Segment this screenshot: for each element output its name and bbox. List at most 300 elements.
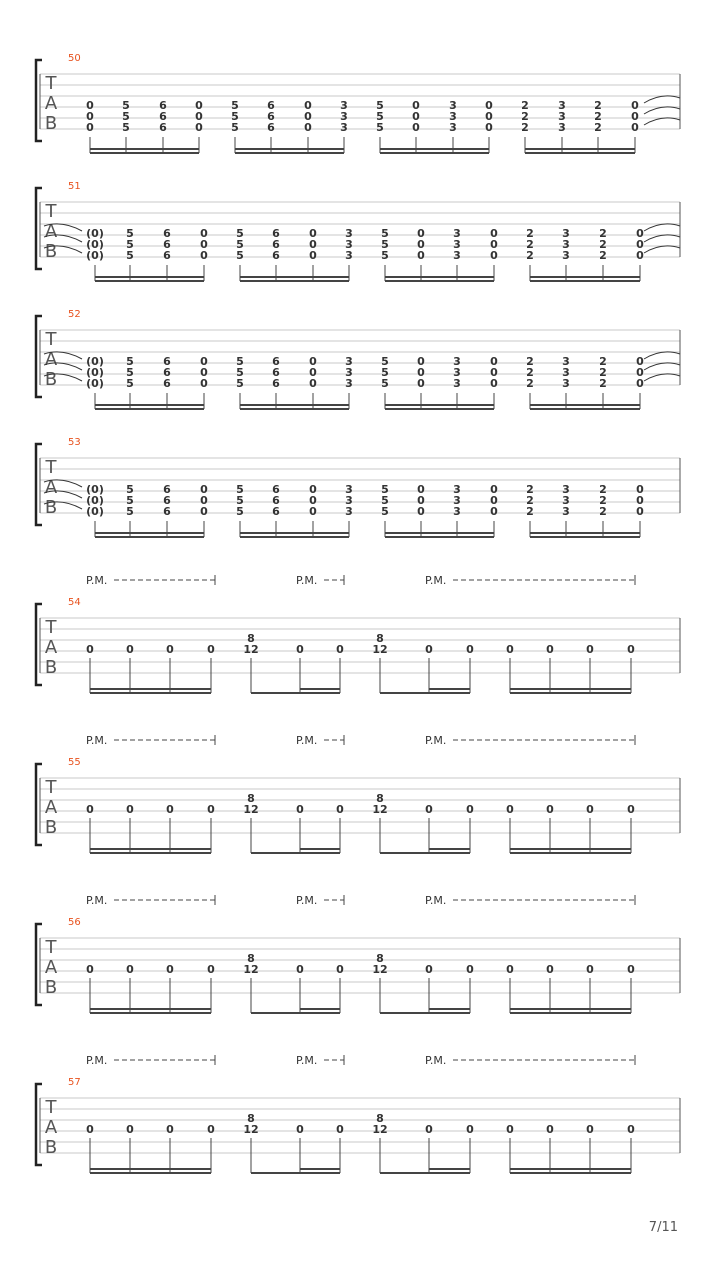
tab-clef-letter: B xyxy=(44,817,58,838)
fret-number: 3 xyxy=(453,505,461,518)
fret-number: 5 xyxy=(126,366,134,379)
fret-number: 6 xyxy=(163,494,171,507)
fret-number: 0 xyxy=(506,803,514,816)
fret-number: 0 xyxy=(336,1123,344,1136)
tab-clef-letter: T xyxy=(45,617,57,638)
fret-number: 6 xyxy=(163,238,171,251)
fret-number: 2 xyxy=(526,505,534,518)
palm-mute-label: P.M. xyxy=(296,1054,318,1067)
fret-number: 5 xyxy=(376,121,384,134)
fret-number: 5 xyxy=(122,110,130,123)
fret-number: 3 xyxy=(558,99,566,112)
fret-number: 3 xyxy=(345,249,353,262)
fret-number: 5 xyxy=(381,238,389,251)
fret-number: 5 xyxy=(126,377,134,390)
tab-clef-letter: T xyxy=(45,457,57,478)
fret-number: 6 xyxy=(163,355,171,368)
palm-mute-label: P.M. xyxy=(296,574,318,587)
fret-number: 0 xyxy=(627,643,635,656)
tab-clef-letter: A xyxy=(44,797,58,818)
fret-number: 2 xyxy=(594,121,602,134)
fret-number: 12 xyxy=(243,643,259,656)
tie-out-arc xyxy=(644,118,680,125)
page-number: 7/11 xyxy=(648,1220,678,1235)
fret-number: 3 xyxy=(345,355,353,368)
fret-number: 5 xyxy=(381,505,389,518)
fret-number: 5 xyxy=(236,494,244,507)
fret-number: 2 xyxy=(526,483,534,496)
fret-number: 3 xyxy=(345,227,353,240)
fret-number: 0 xyxy=(466,963,474,976)
fret-number: 0 xyxy=(86,963,94,976)
fret-number: (0) xyxy=(86,505,104,518)
measure-number: 50 xyxy=(68,53,81,64)
fret-number: 0 xyxy=(309,238,317,251)
palm-mute-label: P.M. xyxy=(86,574,108,587)
measure-number: 56 xyxy=(68,917,81,928)
fret-number: 0 xyxy=(412,99,420,112)
fret-number: 0 xyxy=(417,366,425,379)
measure-number: 53 xyxy=(68,437,81,448)
tab-clef-letter: A xyxy=(44,349,58,370)
fret-number: 6 xyxy=(159,121,167,134)
fret-number: 2 xyxy=(599,494,607,507)
fret-number: 6 xyxy=(272,483,280,496)
fret-number: 2 xyxy=(526,249,534,262)
fret-number: 6 xyxy=(159,110,167,123)
fret-number: 0 xyxy=(636,249,644,262)
fret-number: 0 xyxy=(304,121,312,134)
fret-number: 6 xyxy=(272,377,280,390)
fret-number: 6 xyxy=(272,366,280,379)
fret-number: 0 xyxy=(336,963,344,976)
fret-number: 0 xyxy=(86,1123,94,1136)
fret-number: 6 xyxy=(272,355,280,368)
fret-number: 3 xyxy=(449,99,457,112)
fret-number: 8 xyxy=(247,1112,255,1125)
fret-number: 6 xyxy=(163,249,171,262)
fret-number: 6 xyxy=(272,227,280,240)
fret-number: 0 xyxy=(86,803,94,816)
fret-number: 5 xyxy=(122,121,130,134)
fret-number: 0 xyxy=(296,803,304,816)
fret-number: 6 xyxy=(163,227,171,240)
fret-number: 0 xyxy=(490,377,498,390)
fret-number: 0 xyxy=(126,1123,134,1136)
fret-number: 3 xyxy=(345,377,353,390)
tie-out-arc xyxy=(644,235,680,242)
fret-number: 3 xyxy=(345,238,353,251)
tab-clef-letter: T xyxy=(45,777,57,798)
fret-number: 3 xyxy=(453,366,461,379)
fret-number: 5 xyxy=(231,99,239,112)
fret-number: 5 xyxy=(381,483,389,496)
fret-number: 3 xyxy=(453,483,461,496)
fret-number: 0 xyxy=(631,121,639,134)
fret-number: 0 xyxy=(304,99,312,112)
fret-number: 0 xyxy=(425,803,433,816)
fret-number: 0 xyxy=(309,494,317,507)
palm-mute-label: P.M. xyxy=(425,734,447,747)
fret-number: 3 xyxy=(562,227,570,240)
fret-number: 0 xyxy=(309,505,317,518)
fret-number: 0 xyxy=(466,803,474,816)
fret-number: 0 xyxy=(417,494,425,507)
fret-number: 0 xyxy=(546,643,554,656)
fret-number: 0 xyxy=(200,483,208,496)
tie-out-arc xyxy=(644,352,680,359)
fret-number: 12 xyxy=(243,963,259,976)
fret-number: 5 xyxy=(381,355,389,368)
fret-number: 3 xyxy=(453,227,461,240)
fret-number: 0 xyxy=(627,1123,635,1136)
fret-number: 0 xyxy=(86,110,94,123)
fret-number: 0 xyxy=(490,366,498,379)
fret-number: 5 xyxy=(236,366,244,379)
measure-number: 51 xyxy=(68,181,81,192)
fret-number: 0 xyxy=(86,643,94,656)
measure-number: 57 xyxy=(68,1077,81,1088)
palm-mute-label: P.M. xyxy=(296,894,318,907)
fret-number: 3 xyxy=(562,494,570,507)
fret-number: (0) xyxy=(86,238,104,251)
fret-number: 3 xyxy=(453,377,461,390)
fret-number: 6 xyxy=(267,121,275,134)
fret-number: 0 xyxy=(485,121,493,134)
fret-number: (0) xyxy=(86,366,104,379)
tab-clef-letter: A xyxy=(44,477,58,498)
fret-number: 0 xyxy=(200,494,208,507)
fret-number: 2 xyxy=(526,238,534,251)
palm-mute-label: P.M. xyxy=(296,734,318,747)
fret-number: 0 xyxy=(166,963,174,976)
fret-number: 5 xyxy=(381,494,389,507)
fret-number: 2 xyxy=(521,121,529,134)
fret-number: 2 xyxy=(599,355,607,368)
fret-number: 0 xyxy=(506,1123,514,1136)
fret-number: 0 xyxy=(546,803,554,816)
fret-number: 5 xyxy=(126,227,134,240)
fret-number: 0 xyxy=(166,1123,174,1136)
fret-number: 0 xyxy=(309,377,317,390)
fret-number: 0 xyxy=(490,355,498,368)
fret-number: 0 xyxy=(166,803,174,816)
tab-clef-letter: B xyxy=(44,369,58,390)
fret-number: 2 xyxy=(526,355,534,368)
fret-number: 6 xyxy=(163,483,171,496)
fret-number: 0 xyxy=(417,238,425,251)
fret-number: 0 xyxy=(586,803,594,816)
fret-number: 3 xyxy=(558,110,566,123)
fret-number: 0 xyxy=(200,366,208,379)
tie-out-arc xyxy=(644,374,680,381)
tie-out-arc xyxy=(644,363,680,370)
fret-number: 0 xyxy=(296,643,304,656)
fret-number: 0 xyxy=(200,227,208,240)
fret-number: 0 xyxy=(466,1123,474,1136)
fret-number: 0 xyxy=(490,483,498,496)
tab-clef-letter: A xyxy=(44,93,58,114)
fret-number: 3 xyxy=(562,483,570,496)
fret-number: 0 xyxy=(485,99,493,112)
fret-number: 3 xyxy=(449,121,457,134)
fret-number: 0 xyxy=(490,238,498,251)
fret-number: 5 xyxy=(126,238,134,251)
fret-number: 2 xyxy=(599,227,607,240)
fret-number: 12 xyxy=(372,643,388,656)
palm-mute-label: P.M. xyxy=(425,1054,447,1067)
fret-number: 12 xyxy=(243,1123,259,1136)
fret-number: 6 xyxy=(272,238,280,251)
fret-number: 0 xyxy=(490,505,498,518)
fret-number: 5 xyxy=(236,483,244,496)
fret-number: 5 xyxy=(126,249,134,262)
fret-number: 3 xyxy=(345,366,353,379)
fret-number: 0 xyxy=(506,643,514,656)
tie-out-arc xyxy=(644,96,680,103)
fret-number: 12 xyxy=(372,1123,388,1136)
fret-number: 3 xyxy=(558,121,566,134)
fret-number: 0 xyxy=(126,963,134,976)
fret-number: 5 xyxy=(231,110,239,123)
tab-clef-letter: T xyxy=(45,1097,57,1118)
fret-number: 6 xyxy=(272,249,280,262)
fret-number: 5 xyxy=(381,249,389,262)
fret-number: (0) xyxy=(86,227,104,240)
fret-number: 0 xyxy=(425,643,433,656)
fret-number: 5 xyxy=(231,121,239,134)
tab-clef-letter: B xyxy=(44,241,58,262)
fret-number: 5 xyxy=(381,366,389,379)
fret-number: 5 xyxy=(376,99,384,112)
fret-number: (0) xyxy=(86,355,104,368)
fret-number: 0 xyxy=(200,377,208,390)
measure-number: 54 xyxy=(68,597,81,608)
fret-number: 3 xyxy=(345,505,353,518)
fret-number: 0 xyxy=(636,494,644,507)
fret-number: 12 xyxy=(243,803,259,816)
fret-number: 3 xyxy=(562,377,570,390)
fret-number: 0 xyxy=(417,227,425,240)
fret-number: 8 xyxy=(376,792,384,805)
fret-number: 6 xyxy=(272,505,280,518)
fret-number: 8 xyxy=(376,632,384,645)
fret-number: 2 xyxy=(594,110,602,123)
fret-number: 0 xyxy=(586,643,594,656)
fret-number: 0 xyxy=(207,1123,215,1136)
fret-number: 6 xyxy=(163,505,171,518)
fret-number: 3 xyxy=(453,494,461,507)
fret-number: 0 xyxy=(627,803,635,816)
fret-number: 0 xyxy=(200,249,208,262)
fret-number: 0 xyxy=(417,377,425,390)
tab-clef-letter: B xyxy=(44,113,58,134)
fret-number: 0 xyxy=(631,110,639,123)
fret-number: 3 xyxy=(453,249,461,262)
fret-number: 0 xyxy=(412,110,420,123)
fret-number: 6 xyxy=(267,110,275,123)
fret-number: 0 xyxy=(207,803,215,816)
fret-number: 0 xyxy=(166,643,174,656)
fret-number: 0 xyxy=(417,483,425,496)
tab-clef-letter: B xyxy=(44,657,58,678)
fret-number: 2 xyxy=(599,483,607,496)
tab-clef-letter: A xyxy=(44,637,58,658)
fret-number: 0 xyxy=(86,121,94,134)
fret-number: 5 xyxy=(236,505,244,518)
fret-number: 5 xyxy=(126,505,134,518)
fret-number: 0 xyxy=(636,227,644,240)
fret-number: 2 xyxy=(526,377,534,390)
fret-number: (0) xyxy=(86,483,104,496)
fret-number: 0 xyxy=(207,963,215,976)
measure-number: 55 xyxy=(68,757,81,768)
fret-number: 0 xyxy=(631,99,639,112)
fret-number: 0 xyxy=(200,238,208,251)
palm-mute-label: P.M. xyxy=(86,894,108,907)
fret-number: 0 xyxy=(309,227,317,240)
fret-number: 2 xyxy=(521,110,529,123)
fret-number: 2 xyxy=(599,238,607,251)
fret-number: 0 xyxy=(490,494,498,507)
fret-number: 0 xyxy=(546,963,554,976)
tie-out-arc xyxy=(644,246,680,253)
fret-number: 0 xyxy=(636,377,644,390)
fret-number: 2 xyxy=(526,227,534,240)
tab-clef-letter: B xyxy=(44,977,58,998)
tie-out-arc xyxy=(644,107,680,114)
fret-number: 8 xyxy=(247,632,255,645)
fret-number: 0 xyxy=(309,483,317,496)
fret-number: 0 xyxy=(304,110,312,123)
fret-number: 0 xyxy=(126,803,134,816)
fret-number: 8 xyxy=(247,952,255,965)
fret-number: 0 xyxy=(466,643,474,656)
fret-number: 0 xyxy=(309,249,317,262)
fret-number: 3 xyxy=(340,110,348,123)
fret-number: 2 xyxy=(526,366,534,379)
tab-clef-letter: A xyxy=(44,221,58,242)
fret-number: 2 xyxy=(521,99,529,112)
fret-number: 0 xyxy=(417,355,425,368)
tab-clef-letter: T xyxy=(45,73,57,94)
fret-number: 6 xyxy=(272,494,280,507)
fret-number: 5 xyxy=(236,227,244,240)
fret-number: 0 xyxy=(636,355,644,368)
fret-number: 0 xyxy=(490,227,498,240)
fret-number: 5 xyxy=(126,483,134,496)
fret-number: 5 xyxy=(236,377,244,390)
fret-number: 0 xyxy=(309,366,317,379)
fret-number: 3 xyxy=(345,494,353,507)
fret-number: 0 xyxy=(296,963,304,976)
fret-number: 0 xyxy=(586,963,594,976)
fret-number: 8 xyxy=(376,1112,384,1125)
fret-number: 5 xyxy=(381,377,389,390)
tab-clef-letter: T xyxy=(45,937,57,958)
fret-number: 2 xyxy=(526,494,534,507)
fret-number: 0 xyxy=(195,99,203,112)
fret-number: 0 xyxy=(506,963,514,976)
fret-number: 6 xyxy=(163,366,171,379)
fret-number: 3 xyxy=(562,505,570,518)
fret-number: 0 xyxy=(417,249,425,262)
fret-number: 5 xyxy=(122,99,130,112)
fret-number: 3 xyxy=(340,99,348,112)
fret-number: 5 xyxy=(126,355,134,368)
fret-number: (0) xyxy=(86,494,104,507)
fret-number: 0 xyxy=(86,99,94,112)
fret-number: 3 xyxy=(562,249,570,262)
fret-number: 0 xyxy=(336,643,344,656)
fret-number: 0 xyxy=(490,249,498,262)
fret-number: 0 xyxy=(195,121,203,134)
fret-number: 0 xyxy=(636,505,644,518)
fret-number: 2 xyxy=(594,99,602,112)
fret-number: 5 xyxy=(126,494,134,507)
fret-number: 8 xyxy=(376,952,384,965)
fret-number: 12 xyxy=(372,803,388,816)
palm-mute-label: P.M. xyxy=(86,1054,108,1067)
fret-number: 5 xyxy=(236,238,244,251)
fret-number: 3 xyxy=(453,355,461,368)
fret-number: 0 xyxy=(309,355,317,368)
fret-number: 5 xyxy=(236,249,244,262)
fret-number: 2 xyxy=(599,249,607,262)
fret-number: 0 xyxy=(336,803,344,816)
fret-number: 3 xyxy=(562,366,570,379)
fret-number: 2 xyxy=(599,377,607,390)
fret-number: 0 xyxy=(636,483,644,496)
tie-out-arc xyxy=(644,224,680,231)
fret-number: 3 xyxy=(562,355,570,368)
fret-number: 0 xyxy=(586,1123,594,1136)
fret-number: 0 xyxy=(417,505,425,518)
tab-clef-letter: T xyxy=(45,329,57,350)
fret-number: 3 xyxy=(449,110,457,123)
fret-number: (0) xyxy=(86,377,104,390)
fret-number: 5 xyxy=(236,355,244,368)
fret-number: 3 xyxy=(562,238,570,251)
fret-number: 0 xyxy=(546,1123,554,1136)
fret-number: 5 xyxy=(376,110,384,123)
tab-clef-letter: A xyxy=(44,1117,58,1138)
fret-number: 0 xyxy=(636,238,644,251)
fret-number: 3 xyxy=(453,238,461,251)
fret-number: 0 xyxy=(627,963,635,976)
measure-number: 52 xyxy=(68,309,81,320)
fret-number: 3 xyxy=(345,483,353,496)
fret-number: 6 xyxy=(159,99,167,112)
tab-clef-letter: B xyxy=(44,1137,58,1158)
fret-number: 0 xyxy=(412,121,420,134)
fret-number: 12 xyxy=(372,963,388,976)
palm-mute-label: P.M. xyxy=(86,734,108,747)
fret-number: 0 xyxy=(485,110,493,123)
fret-number: 0 xyxy=(126,643,134,656)
palm-mute-label: P.M. xyxy=(425,574,447,587)
fret-number: 2 xyxy=(599,505,607,518)
fret-number: 0 xyxy=(425,963,433,976)
palm-mute-label: P.M. xyxy=(425,894,447,907)
fret-number: 8 xyxy=(247,792,255,805)
fret-number: 0 xyxy=(200,355,208,368)
fret-number: 6 xyxy=(163,377,171,390)
fret-number: 5 xyxy=(381,227,389,240)
fret-number: 0 xyxy=(296,1123,304,1136)
fret-number: (0) xyxy=(86,249,104,262)
fret-number: 2 xyxy=(599,366,607,379)
